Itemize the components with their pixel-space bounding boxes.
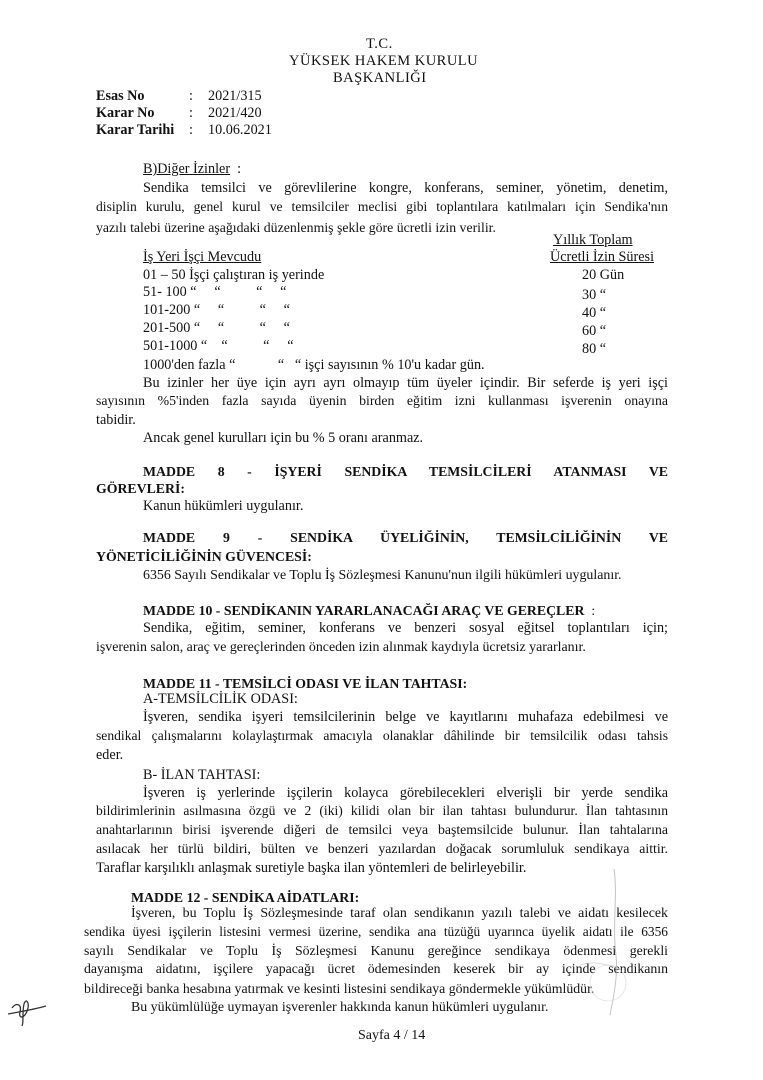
madde11-b-body-line4: asılacak her türlü bildiri, bülten ve benzeri yazılardan doğacak sorumluluk sendikaya aittir.	[96, 841, 668, 856]
madde9-title-cont: YÖNETİCİLİĞİNİN GÜVENCESİ:	[96, 549, 312, 564]
madde8-title-cont: GÖREVLERİ:	[96, 481, 185, 496]
madde11-title: MADDE 11 - TEMSİLCİ ODASI VE İLAN TAHTASI:	[143, 676, 468, 691]
karar-label: Karar No	[96, 105, 155, 121]
section-b-p2-line1: Bu izinler her üye için ayrı ayrı olmayıp tüm üyeler içindir. Bir seferde iş yeri işçi	[143, 375, 668, 391]
leave-row-last: 1000'den fazla “ “ “ işçi sayısının % 10'u kadar gün.	[143, 357, 485, 373]
col-left-header: İş Yeri İşçi Mevcudu	[143, 249, 262, 265]
leave-row-left: 51- 100 “ “ “ “	[143, 284, 287, 300]
leave-row-right: 20 Gün	[582, 267, 625, 283]
section-b-heading-text: B)Diğer İzinler	[143, 161, 231, 177]
madde12-body-line3: sayılı Sendikalar ve Toplu İş Sözleşmesi Kanunu gereğince sendikaya ödenmesi gerekli	[84, 943, 668, 958]
leave-row-right: 40 “	[582, 305, 607, 321]
madde11-b-body-line5: Taraflar karşılıklı anlaşmak suretiyle başka ilan yöntemleri de belirleyebilir.	[96, 860, 527, 876]
madde12-body-line5: bildireceği banka hesabına yatırmak ve kesinti listesini sendikaya göndermekle yükümlüdür.	[84, 981, 595, 996]
leave-row-right: 80 “	[582, 341, 607, 357]
madde11-b-body-line2: bildirimlerinin asılmasına özgü ve 2 (iki) kilidi olan bir ilan tahtası bulundurur. İlan tahtasının	[96, 803, 668, 818]
section-b-p1-line3: yazılı talebi üzerine aşağıdaki düzenlenmiş şekle göre ücretli izin verilir.	[96, 220, 496, 235]
madde9-title: MADDE 9 - SENDİKA ÜYELİĞİNİN, TEMSİLCİLİĞİNİN VE	[143, 530, 668, 545]
leave-row-left: 201-500 “ “ “ “	[143, 320, 290, 336]
madde10-title-text: MADDE 10 - SENDİKANIN YARARLANACAĞI ARAÇ VE GEREÇLER	[143, 603, 585, 618]
madde8-title: MADDE 8 - İŞYERİ SENDİKA TEMSİLCİLERİ ATANMASI VE	[143, 464, 668, 479]
section-b-heading-colon: :	[237, 161, 242, 177]
madde12-body-line1: İşveren, bu Toplu İş Sözleşmesinde taraf olan sendikanın yazılı talebi ve aidatı kesilecek	[131, 906, 668, 921]
madde11-a-heading: A-TEMSİLCİLİK ODASI:	[143, 691, 298, 707]
madde11-b-body-line3: anahtarlarının birisi işverende diğeri de temsilci veya baştemsilcide bulunur. İlan tahtalarına	[96, 822, 668, 837]
madde11-a-body-line1: İşveren, sendika işyeri temsilcilerinin belge ve kayıtlarını muhafaza edebilmesi ve	[143, 709, 668, 725]
madde10-body-line2: işverenin salon, araç ve gereçlerinden önceden izin alınmak kaydıyla ücretsiz yararlanır.	[96, 640, 586, 655]
signature-initials	[6, 994, 48, 1028]
madde11-b-heading: B- İLAN TAHTASI:	[143, 767, 261, 783]
madde11-b-body-line1: İşveren iş yerlerinde işçilerin kolayca görebilecekleri elverişli bir yerde sendika	[143, 785, 668, 801]
madde8-body: Kanun hükümleri uygulanır.	[143, 498, 304, 514]
col-right-header-2: Ücretli İzin Süresi	[550, 249, 655, 265]
section-b-p1-line1: Sendika temsilci ve görevlilerine kongre, konferans, seminer, yönetim, denetim,	[143, 180, 668, 196]
leave-row-right: 60 “	[582, 323, 607, 339]
page-number: Sayfa 4 / 14	[358, 1028, 426, 1043]
leave-row-left: 101-200 “ “ “ “	[143, 302, 290, 318]
madde12-body-line2: sendika üyesi işçilerin listesini vermesi üzerine, sendika ana tüzüğü uyarınca üyelik aidatı ile 6356	[84, 924, 668, 939]
karar-value: 2021/420	[208, 105, 262, 121]
madde10-body-line1: Sendika, eğitim, seminer, konferans ve benzeri sosyal eğitsel toplantıları için;	[143, 620, 668, 636]
madde9-body: 6356 Sayılı Sendikalar ve Toplu İş Sözleşmesi Kanunu'nun ilgili hükümleri uygulanır.	[143, 568, 622, 583]
section-b-heading	[143, 160, 241, 179]
header-tc: T.C.	[366, 36, 393, 52]
esas-label: Esas No	[96, 88, 145, 104]
madde12-title: MADDE 12 - SENDİKA AİDATLARI:	[131, 890, 360, 905]
esas-value: 2021/315	[208, 88, 262, 104]
section-b-p3: Ancak genel kurulları için bu % 5 oranı aranmaz.	[143, 430, 424, 446]
leave-row-left: 01 – 50 İşçi çalıştıran iş yerinde	[143, 267, 325, 283]
karar-colon: :	[189, 105, 193, 121]
section-b-p2-line3: tabidir.	[96, 412, 136, 428]
col-right-header-1: Yıllık Toplam	[553, 232, 633, 248]
madde11-a-body-line2: sendikal çalışmalarını kolaylaştırmak amacıyla olanaklar dâhilinde bir temsilcilik odası tahsis	[96, 728, 668, 743]
tarih-value: 10.06.2021	[208, 122, 272, 138]
esas-colon: :	[189, 88, 193, 104]
tarih-label: Karar Tarihi	[96, 122, 175, 138]
stamp-mark	[560, 865, 650, 1025]
madde10-title-colon: :	[591, 603, 596, 618]
tarih-colon: :	[189, 122, 193, 138]
section-b-p2-line2: sayısının %5'inden fazla sayıda üyenin birden eğitim izni kullanması işverenin onayına	[96, 393, 668, 408]
leave-row-right: 30 “	[582, 287, 607, 303]
header-institution: YÜKSEK HAKEM KURULU	[289, 53, 479, 69]
leave-row-left: 501-1000 “ “ “ “	[143, 338, 294, 354]
madde10-title	[143, 601, 595, 620]
section-b-p1-line2: disiplin kurulu, genel kurul ve temsilciler meclisi gibi toplantılara katılmaları için Sendika'nın	[96, 199, 668, 214]
madde11-a-body-line3: eder.	[96, 747, 124, 763]
madde12-last: Bu yükümlülüğe uymayan işverenler hakkında kanun hükümleri uygulanır.	[131, 1000, 549, 1015]
madde12-body-line4: dayanışma aidatını, işçilere yapacağı ücret ödemesinden keserek bir ay içinde sendikanın	[84, 961, 668, 976]
header-presidency: BAŞKANLIĞI	[333, 70, 427, 86]
